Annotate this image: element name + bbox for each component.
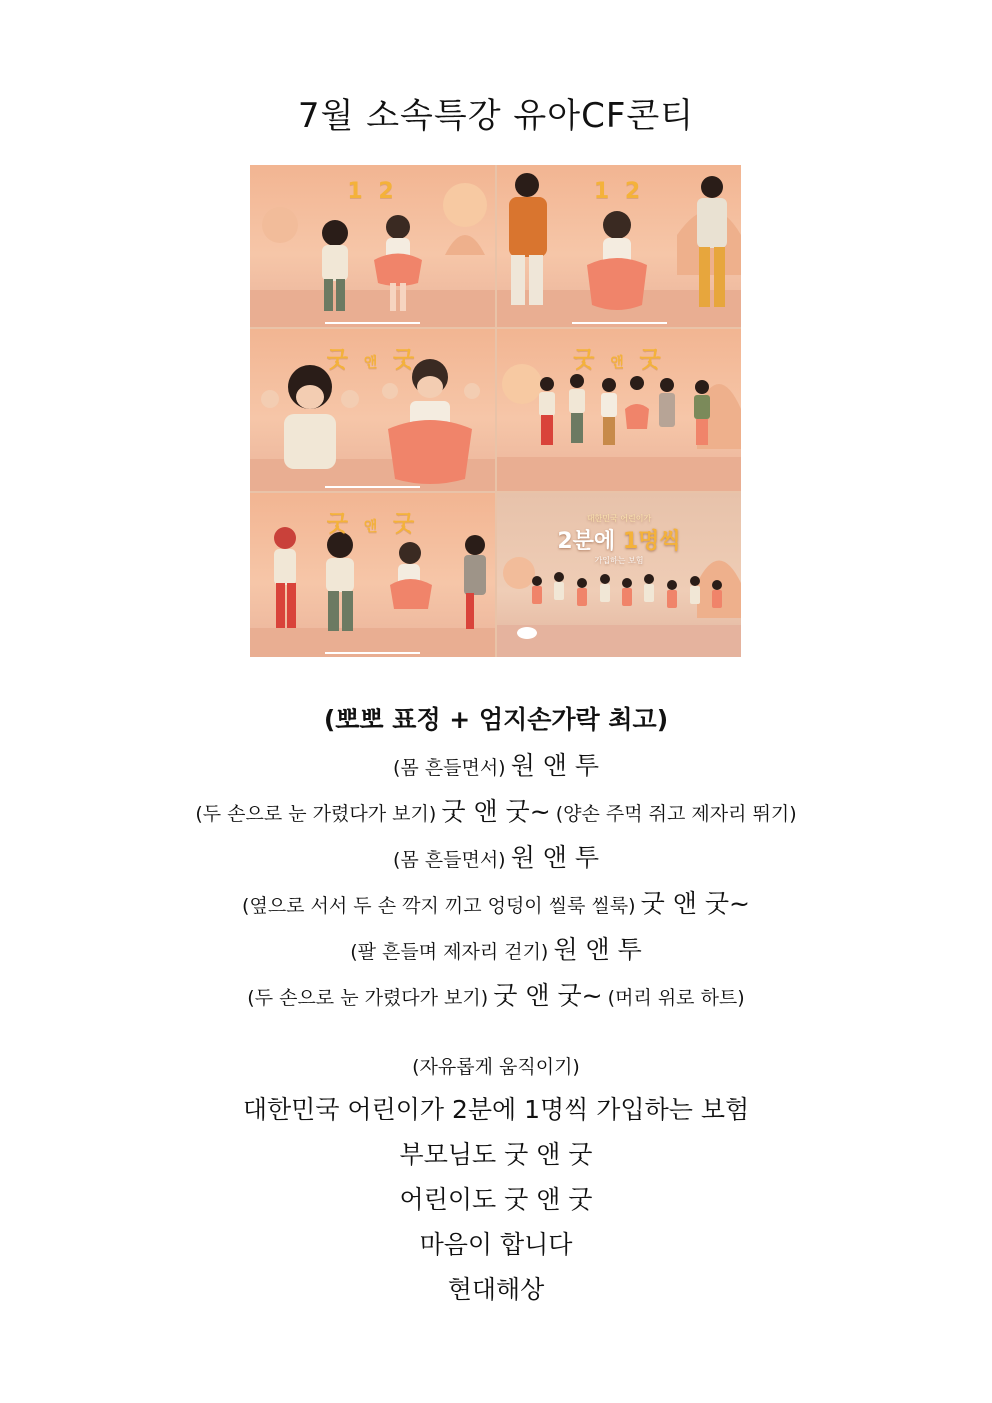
tagline-line-2: 2분에 1명씩 — [557, 529, 681, 554]
lyric: 원 앤 투 — [510, 751, 600, 780]
script-line-8: (자유롭게 움직이기) — [412, 1056, 580, 1078]
caption-good: 굿 — [392, 512, 419, 537]
caption-good: 굿 — [326, 512, 353, 537]
ending-tagline — [497, 513, 741, 566]
panel-1-caption: 1 2 — [347, 179, 398, 204]
script-line-3 — [0, 792, 992, 828]
caption-and: 앤 — [363, 355, 382, 371]
action-direction: (양손 주먹 쥐고 제자리 뛰기) — [555, 803, 797, 825]
caption-and: 앤 — [363, 519, 382, 535]
lyric: 굿 앤 굿~ — [493, 981, 603, 1010]
storyboard-panel-6 — [497, 493, 741, 657]
storyboard-panel-3 — [250, 329, 495, 491]
script-line-7 — [0, 976, 992, 1012]
panel-5-caption — [250, 507, 495, 538]
script-line-5 — [0, 884, 992, 920]
action-direction: (팔 흔들며 제자리 걷기) — [350, 941, 549, 963]
panel-4-caption — [497, 343, 741, 374]
script-line-6 — [0, 930, 992, 966]
lyric: 굿 앤 굿~ — [640, 889, 750, 918]
script-line-2 — [0, 746, 992, 782]
script-line-4 — [0, 838, 992, 874]
action-direction: (두 손으로 눈 가렸다가 보기) — [195, 803, 437, 825]
lyric: 원 앤 투 — [553, 935, 642, 964]
action-direction: (머리 위로 하트) — [607, 987, 745, 1009]
script-line-1: (뽀뽀 표정 + 엄지손가락 최고) — [323, 705, 669, 734]
script-line-11: 어린이도 굿 앤 굿 — [399, 1185, 593, 1214]
storyboard-panel-4 — [497, 329, 741, 491]
action-direction: (두 손으로 눈 가렸다가 보기) — [247, 987, 489, 1009]
action-direction: (옆으로 서서 두 손 깍지 끼고 엉덩이 씰룩 씰룩) — [242, 895, 636, 917]
panel-3-caption — [250, 343, 495, 374]
action-direction: (몸 흔들면서) — [392, 849, 506, 871]
tagline-line-3: 가입하는 보험 — [594, 556, 644, 565]
tagline-line-1: 대한민국 어린이가 — [586, 514, 652, 523]
script-line-9: 대한민국 어린이가 2분에 1명씩 가입하는 보험 — [242, 1095, 750, 1124]
panel-2-caption: 1 2 — [593, 179, 645, 204]
storyboard-panel-2 — [497, 165, 741, 327]
action-direction: (몸 흔들면서) — [392, 757, 506, 779]
caption-good: 굿 — [573, 348, 599, 373]
script-line-12: 마음이 합니다 — [419, 1230, 573, 1259]
caption-good: 굿 — [326, 348, 353, 373]
storyboard-panel-5 — [250, 493, 495, 657]
script-line-10: 부모님도 굿 앤 굿 — [399, 1140, 593, 1169]
document-title: 7월 소속특강 유아CF콘티 — [297, 96, 695, 136]
caption-and: 앤 — [610, 355, 628, 371]
lyric: 원 앤 투 — [510, 843, 600, 872]
storyboard-collage — [250, 165, 741, 657]
caption-good: 굿 — [392, 348, 419, 373]
lyric: 굿 앤 굿~ — [441, 797, 551, 826]
brand-name: 현대해상 — [447, 1275, 545, 1304]
storyboard-panel-1 — [250, 165, 495, 327]
caption-good: 굿 — [639, 348, 665, 373]
